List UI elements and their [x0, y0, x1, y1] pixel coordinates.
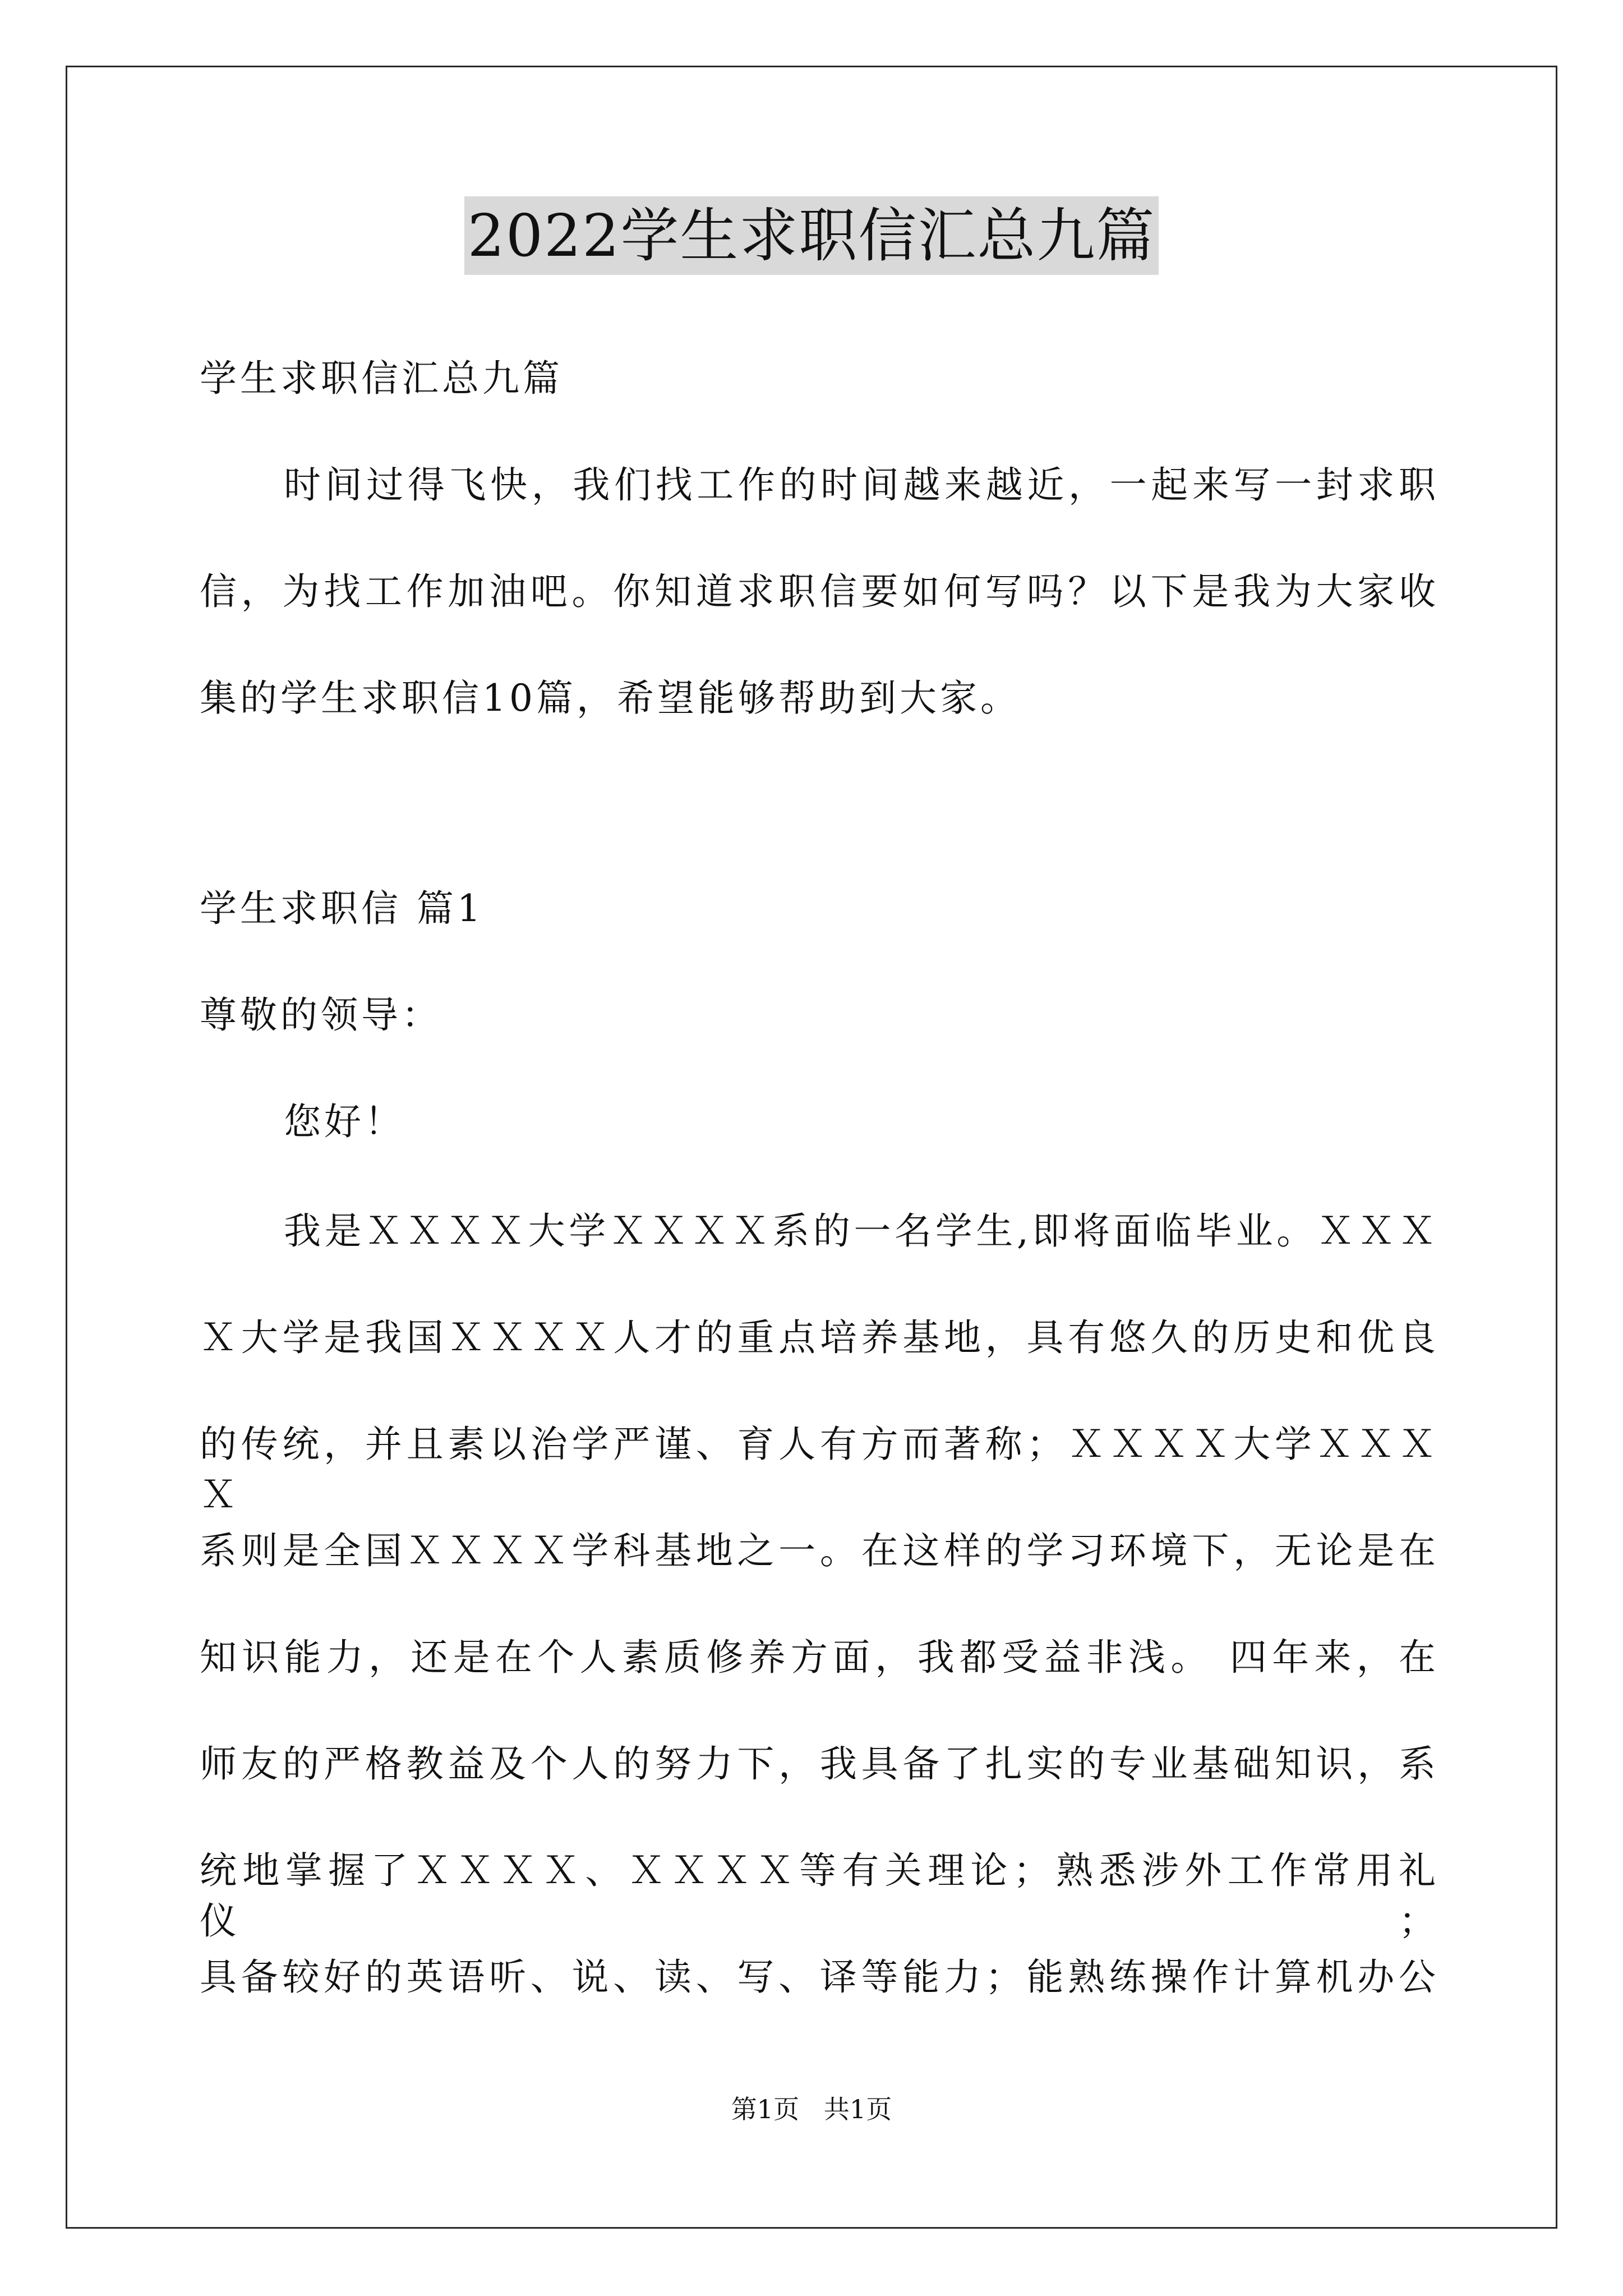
greeting: 您好！ — [284, 1100, 405, 1143]
body-line-3: 的传统，并且素以治学严谨、育人有方而著称；ＸＸＸＸ大学ＸＸＸＸ — [200, 1423, 1439, 1516]
body-line-8: 具备较好的英语听、说、读、写、译等能力；能熟练操作计算机办公 — [200, 1955, 1439, 1999]
title-container — [0, 196, 1623, 275]
body-line-2: Ｘ大学是我国ＸＸＸＸ人才的重点培养基地，具有悠久的历史和优良 — [200, 1316, 1439, 1359]
body-line-5: 知识能力，还是在个人素质修养方面，我都受益非浅。 四年来，在 — [200, 1636, 1439, 1679]
body-line-6: 师友的严格教益及个人的努力下，我具备了扎实的专业基础知识，系 — [200, 1742, 1439, 1786]
page-footer: 第1页 共1页 — [731, 2094, 892, 2124]
body-line-7: 统地掌握了ＸＸＸＸ、ＸＸＸＸ等有关理论；熟悉涉外工作常用礼仪； — [200, 1849, 1439, 1943]
body-line-1: 我是ＸＸＸＸ大学ＸＸＸＸ系的一名学生,即将面临毕业。ＸＸＸ — [284, 1209, 1439, 1253]
intro-line-2: 信，为找工作加油吧。你知道求职信要如何写吗？以下是我为大家收 — [200, 570, 1439, 613]
body-line-4: 系则是全国ＸＸＸＸ学科基地之一。在这样的学习环境下，无论是在 — [200, 1529, 1439, 1572]
document-subtitle: 学生求职信汇总九篇 — [200, 357, 563, 400]
intro-line-1: 时间过得飞快，我们找工作的时间越来越近，一起来写一封求职 — [284, 463, 1439, 507]
intro-line-3: 集的学生求职信10篇，希望能够帮助到大家。 — [200, 677, 1021, 720]
section-heading: 学生求职信 篇1 — [200, 887, 484, 930]
salutation: 尊敬的领导： — [200, 993, 442, 1037]
document-title: 2022学生求职信汇总九篇 — [464, 196, 1159, 275]
